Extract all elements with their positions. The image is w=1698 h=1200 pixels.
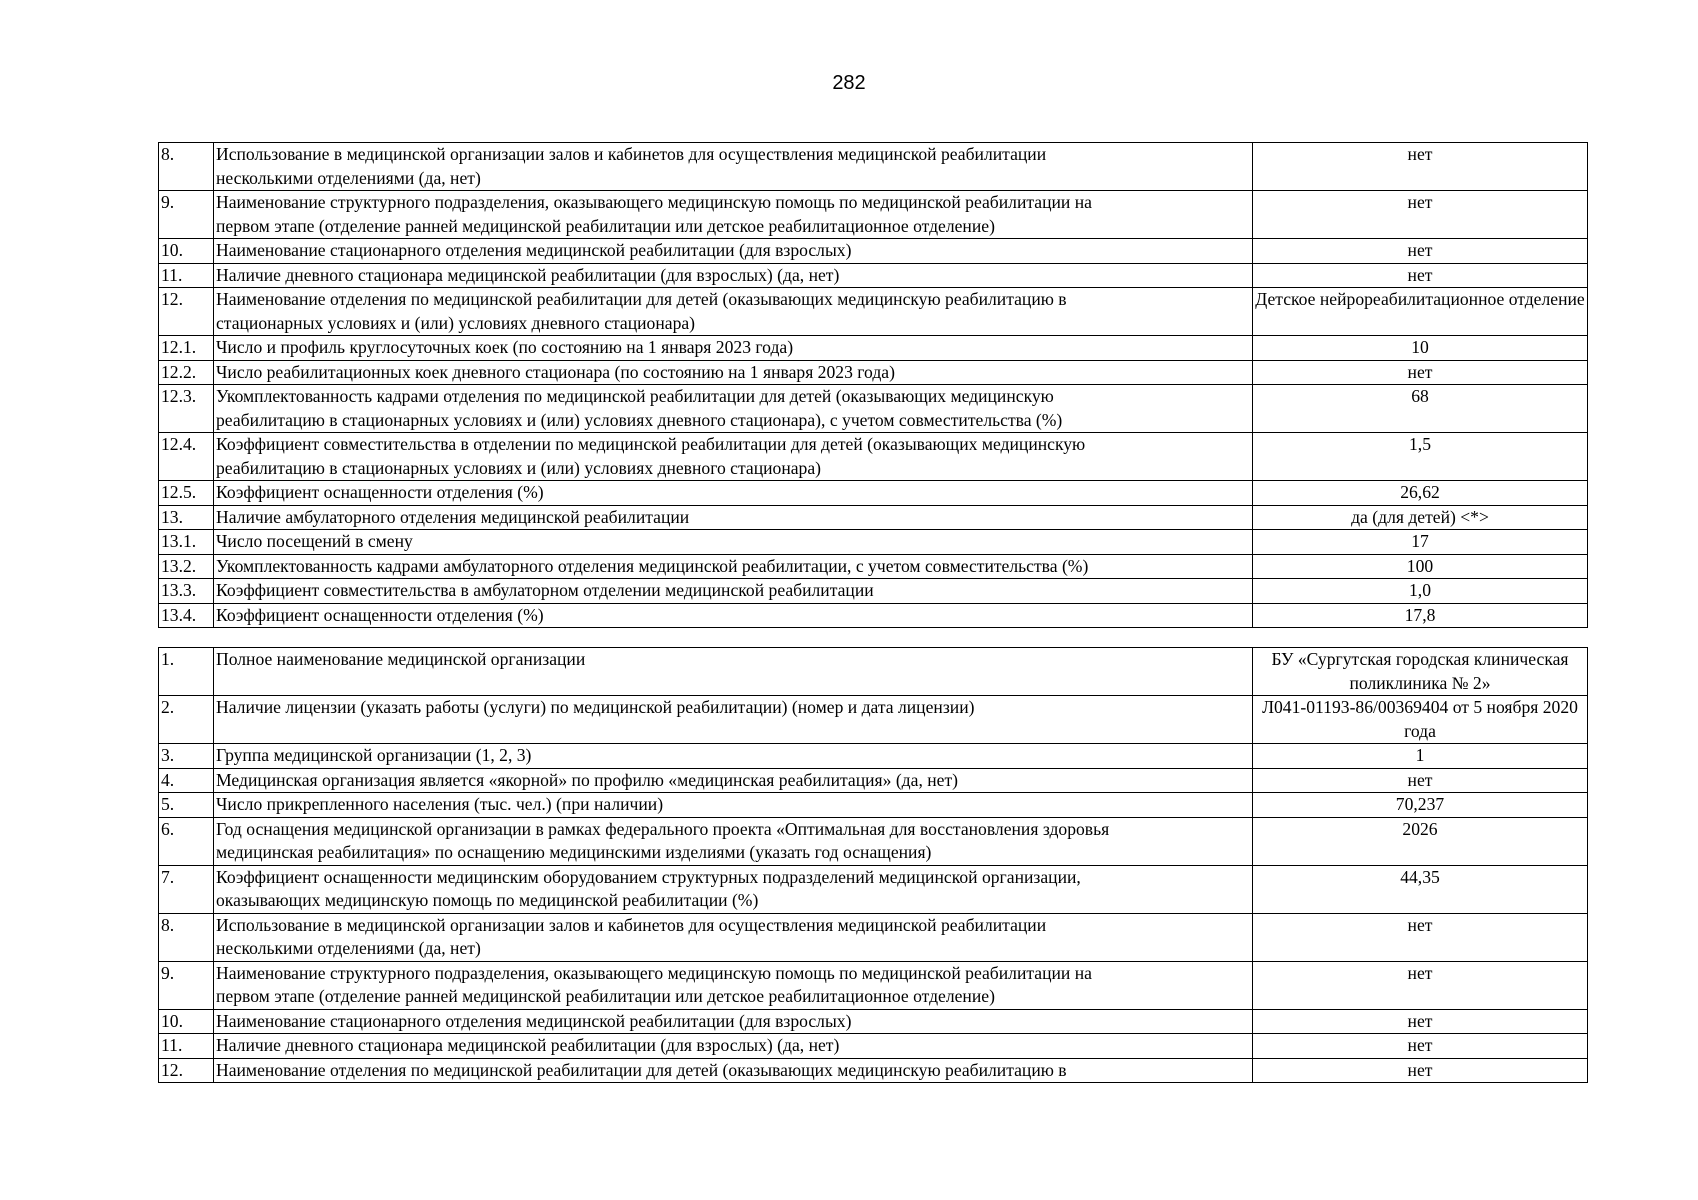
row-value: нет xyxy=(1253,1058,1588,1083)
row-value: 17 xyxy=(1253,530,1588,555)
row-value: 44,35 xyxy=(1253,865,1588,913)
indicator-line: Коэффициент совместительства в отделении по медицинской реабилитации для детей (оказывающих медицинскую xyxy=(216,434,1086,454)
table-row xyxy=(159,648,1588,696)
indicator-line: оказывающих медицинскую помощь по медицинской реабилитации (%) xyxy=(216,890,759,910)
indicator-line: стационарных условиях и (или) условиях дневного стационара) xyxy=(216,312,696,333)
row-number: 8. xyxy=(159,913,214,961)
row-value: да (для детей) <*> xyxy=(1253,505,1588,530)
table-row xyxy=(159,1034,1588,1059)
row-indicator xyxy=(214,961,1253,1009)
row-number: 4. xyxy=(159,768,214,793)
indicator-line: Наличие амбулаторного отделения медицинской реабилитации xyxy=(216,506,690,527)
indicator-line: Наименование отделения по медицинской реабилитации для детей (оказывающих медицинскую реабилитацию в xyxy=(216,1059,1067,1080)
row-indicator xyxy=(214,288,1253,336)
indicator-line: несколькими отделениями (да, нет) xyxy=(216,938,481,958)
row-number: 9. xyxy=(159,191,214,239)
row-value: нет xyxy=(1253,360,1588,385)
table-row xyxy=(159,481,1588,506)
table-row xyxy=(159,239,1588,264)
row-value: Л041-01193-86/00369404 от 5 ноября 2020 года xyxy=(1253,696,1588,744)
row-indicator xyxy=(214,481,1253,506)
row-value: нет xyxy=(1253,913,1588,961)
row-value: 2026 xyxy=(1253,817,1588,865)
indicator-line: Медицинская организация является «якорной» по профилю «медицинская реабилитация» (да, нет) xyxy=(216,769,959,790)
row-value: 70,237 xyxy=(1253,793,1588,818)
indicator-line: Число реабилитационных коек дневного стационара (по состоянию на 1 января 2023 года) xyxy=(216,361,895,382)
row-number: 12. xyxy=(159,288,214,336)
table-row xyxy=(159,1009,1588,1034)
rehab-table-continued xyxy=(158,142,1588,628)
indicator-line: Укомплектованность кадрами отделения по медицинской реабилитации для детей (оказывающих медицинскую xyxy=(216,386,1054,406)
row-indicator xyxy=(214,336,1253,361)
row-indicator xyxy=(214,191,1253,239)
indicator-line: медицинская реабилитация» по оснащению медицинскими изделиями (указать год оснащения) xyxy=(216,842,932,862)
row-number: 12.3. xyxy=(159,385,214,433)
row-value: нет xyxy=(1253,1034,1588,1059)
indicator-line: реабилитацию в стационарных условиях и (или) условиях дневного стационара) xyxy=(216,457,822,478)
indicator-line: Использование в медицинской организации залов и кабинетов для осуществления медицинской реабилитации xyxy=(216,144,1047,164)
row-indicator xyxy=(214,603,1253,628)
indicator-line: Наличие дневного стационара медицинской реабилитации (для взрослых) (да, нет) xyxy=(216,1035,840,1055)
table-row xyxy=(159,961,1588,1009)
row-indicator xyxy=(214,768,1253,793)
indicator-line: Наличие лицензии (указать работы (услуги) по медицинской реабилитации) (номер и дата лицензии) xyxy=(216,697,975,717)
table-body xyxy=(159,648,1588,1083)
indicator-line: Наименование стационарного отделения медицинской реабилитации (для взрослых) xyxy=(216,240,852,260)
table-row xyxy=(159,603,1588,628)
row-number: 10. xyxy=(159,1009,214,1034)
row-value: 10 xyxy=(1253,336,1588,361)
row-value: нет xyxy=(1253,191,1588,239)
row-indicator xyxy=(214,793,1253,818)
table-row xyxy=(159,793,1588,818)
row-value: 17,8 xyxy=(1253,603,1588,628)
row-value: 26,62 xyxy=(1253,481,1588,506)
table-row xyxy=(159,744,1588,769)
row-number: 13.3. xyxy=(159,579,214,604)
table-row xyxy=(159,696,1588,744)
table-row xyxy=(159,143,1588,191)
indicator-line: Год оснащения медицинской организации в рамках федерального проекта «Оптимальная для восстановления здоровья xyxy=(216,818,1110,839)
row-indicator xyxy=(214,1058,1253,1083)
row-number: 11. xyxy=(159,1034,214,1059)
table-row xyxy=(159,385,1588,433)
indicator-line: Группа медицинской организации (1, 2, 3) xyxy=(216,745,532,765)
row-indicator xyxy=(214,579,1253,604)
row-number: 2. xyxy=(159,696,214,744)
indicator-line: Наименование стационарного отделения медицинской реабилитации (для взрослых) xyxy=(216,1010,852,1031)
table-row xyxy=(159,505,1588,530)
indicator-line: Наименование структурного подразделения, оказывающего медицинскую помощь по медицинской реабилитации на xyxy=(216,192,1092,212)
row-number: 5. xyxy=(159,793,214,818)
table-row xyxy=(159,554,1588,579)
table-row xyxy=(159,865,1588,913)
rehab-table-organization xyxy=(158,647,1588,1083)
table-row xyxy=(159,336,1588,361)
row-indicator xyxy=(214,263,1253,288)
table-row xyxy=(159,768,1588,793)
row-value: БУ «Сургутская городская клиническая поликлиника № 2» xyxy=(1253,648,1588,696)
row-indicator xyxy=(214,817,1253,865)
row-number: 12.2. xyxy=(159,360,214,385)
table-row xyxy=(159,817,1588,865)
row-indicator xyxy=(214,1009,1253,1034)
indicator-line: Коэффициент оснащенности отделения (%) xyxy=(216,604,544,625)
row-number: 1. xyxy=(159,648,214,696)
row-indicator xyxy=(214,239,1253,264)
row-value: нет xyxy=(1253,239,1588,264)
row-indicator xyxy=(214,360,1253,385)
row-value: 1,0 xyxy=(1253,579,1588,604)
row-number: 11. xyxy=(159,263,214,288)
row-number: 12.4. xyxy=(159,433,214,481)
row-value: 100 xyxy=(1253,554,1588,579)
row-indicator xyxy=(214,530,1253,555)
row-indicator xyxy=(214,696,1253,744)
row-number: 13.1. xyxy=(159,530,214,555)
row-number: 12.5. xyxy=(159,481,214,506)
table-body xyxy=(159,143,1588,628)
row-value: 68 xyxy=(1253,385,1588,433)
table-row xyxy=(159,1058,1588,1083)
indicator-line: несколькими отделениями (да, нет) xyxy=(216,167,481,188)
row-indicator xyxy=(214,143,1253,191)
row-value: 1,5 xyxy=(1253,433,1588,481)
indicator-line: Полное наименование медицинской организации xyxy=(216,649,586,669)
row-number: 12.1. xyxy=(159,336,214,361)
table-row xyxy=(159,530,1588,555)
row-number: 13.4. xyxy=(159,603,214,628)
table-row xyxy=(159,433,1588,481)
indicator-line: Число посещений в смену xyxy=(216,531,413,551)
indicator-line: Коэффициент совместительства в амбулаторном отделении медицинской реабилитации xyxy=(216,580,874,600)
row-number: 8. xyxy=(159,143,214,191)
table-row xyxy=(159,360,1588,385)
row-number: 10. xyxy=(159,239,214,264)
indicator-line: Укомплектованность кадрами амбулаторного отделения медицинской реабилитации, с учетом совместительства (%) xyxy=(216,555,1089,576)
row-value: нет xyxy=(1253,143,1588,191)
row-value: нет xyxy=(1253,1009,1588,1034)
row-indicator xyxy=(214,1034,1253,1059)
table-row xyxy=(159,913,1588,961)
row-indicator xyxy=(214,744,1253,769)
indicator-line: Коэффициент оснащенности отделения (%) xyxy=(216,482,544,502)
row-indicator xyxy=(214,433,1253,481)
indicator-line: Число и профиль круглосуточных коек (по состоянию на 1 января 2023 года) xyxy=(216,337,794,357)
indicator-line: реабилитацию в стационарных условиях и (или) условиях дневного стационара), с учетом совместительства (%) xyxy=(216,409,1063,430)
row-number: 7. xyxy=(159,865,214,913)
page-number: 282 xyxy=(832,72,866,94)
row-value: Детское нейрореабилитационное отделение xyxy=(1253,288,1588,336)
table-row xyxy=(159,191,1588,239)
row-indicator xyxy=(214,385,1253,433)
row-number: 9. xyxy=(159,961,214,1009)
indicator-line: Наименование структурного подразделения, оказывающего медицинскую помощь по медицинской реабилитации на xyxy=(216,962,1092,983)
table-row xyxy=(159,288,1588,336)
table-row xyxy=(159,263,1588,288)
indicator-line: Использование в медицинской организации залов и кабинетов для осуществления медицинской реабилитации xyxy=(216,914,1047,935)
table-row xyxy=(159,579,1588,604)
row-number: 3. xyxy=(159,744,214,769)
indicator-line: Наличие дневного стационара медицинской реабилитации (для взрослых) (да, нет) xyxy=(216,264,840,285)
row-indicator xyxy=(214,505,1253,530)
row-indicator xyxy=(214,865,1253,913)
indicator-line: первом этапе (отделение ранней медицинской реабилитации или детское реабилитационное отделение) xyxy=(216,986,995,1006)
row-value: нет xyxy=(1253,961,1588,1009)
row-indicator xyxy=(214,913,1253,961)
row-value: нет xyxy=(1253,263,1588,288)
row-indicator xyxy=(214,648,1253,696)
indicator-line: Число прикрепленного населения (тыс. чел.) (при наличии) xyxy=(216,794,664,814)
row-value: нет xyxy=(1253,768,1588,793)
indicator-line: первом этапе (отделение ранней медицинской реабилитации или детское реабилитационное отделение) xyxy=(216,215,995,236)
row-number: 13.2. xyxy=(159,554,214,579)
row-number: 13. xyxy=(159,505,214,530)
row-number: 12. xyxy=(159,1058,214,1083)
row-number: 6. xyxy=(159,817,214,865)
row-value: 1 xyxy=(1253,744,1588,769)
indicator-line: Коэффициент оснащенности медицинским оборудованием структурных подразделений медицинской организации, xyxy=(216,866,1081,887)
indicator-line: Наименование отделения по медицинской реабилитации для детей (оказывающих медицинскую реабилитацию в xyxy=(216,289,1067,309)
row-indicator xyxy=(214,554,1253,579)
